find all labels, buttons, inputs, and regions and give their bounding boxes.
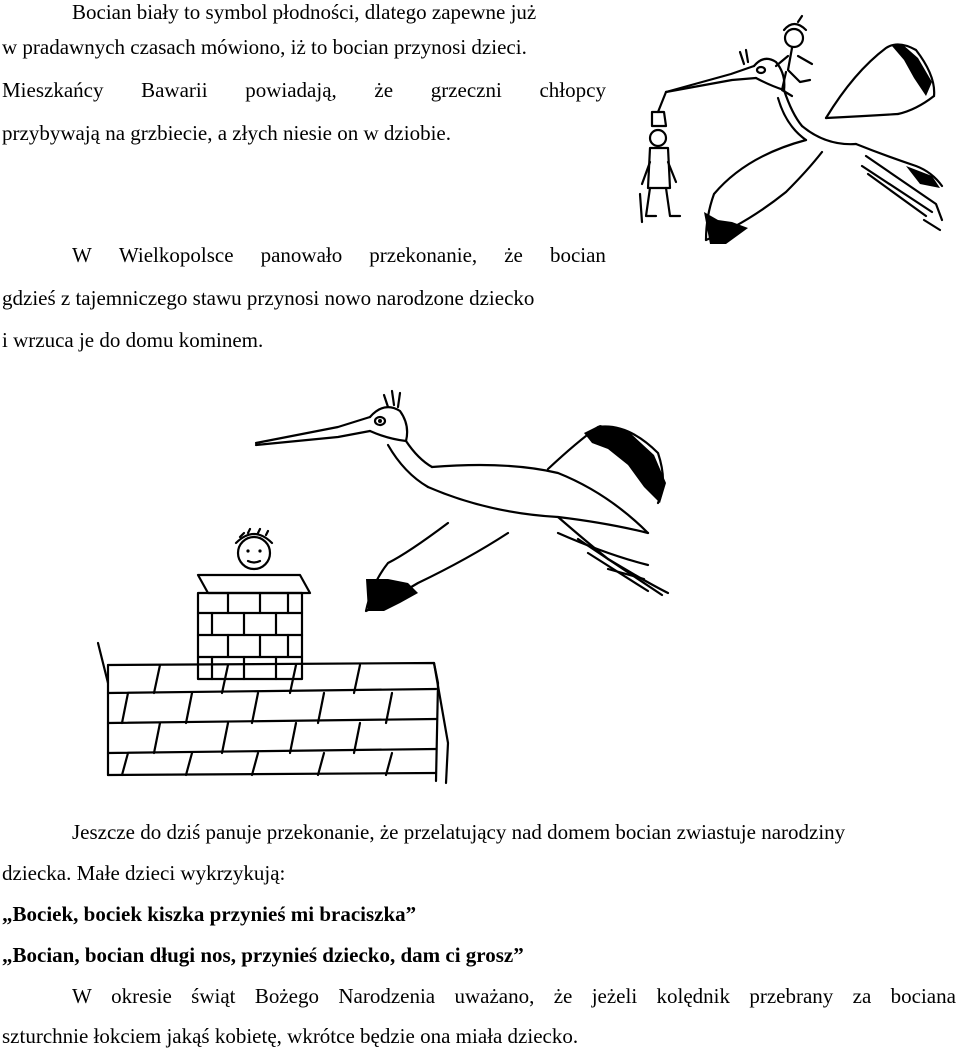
rhyme-1: „Bociek, bociek kiszka przynieś mi braciszka” (2, 902, 417, 926)
word: że (374, 78, 394, 102)
word: chłopcy (539, 78, 606, 102)
word: Bożego (254, 984, 319, 1008)
word: świąt (191, 984, 236, 1008)
word: panowało (260, 243, 343, 267)
paragraph3-line2: dziecka. Małe dzieci wykrzykują: (2, 861, 286, 885)
stork-carrying-children-illustration (636, 16, 946, 252)
word: bocian (549, 243, 606, 267)
word: przekonanie, (369, 243, 478, 267)
word: że (553, 984, 573, 1008)
word: Bawarii (141, 78, 208, 102)
word: okresie (111, 984, 172, 1008)
paragraph3-line1: Jeszcze do dziś panuje przekonanie, że przelatujący nad domem bocian zwiastuje narodziny (72, 820, 846, 844)
word: Wielkopolsce (118, 243, 234, 267)
word: że (504, 243, 523, 267)
word: przebrany (749, 984, 834, 1008)
paragraph2-line1 (72, 241, 606, 269)
word: grzeczni (430, 78, 502, 102)
word: bociana (890, 984, 956, 1008)
word: kolędnik (656, 984, 731, 1008)
stork-over-chimney-illustration (88, 383, 678, 803)
word: W (72, 243, 92, 267)
word: jeżeli (591, 984, 638, 1008)
paragraph1-line2: w pradawnych czasach mówiono, iż to bocian przynosi dzieci. (2, 35, 527, 59)
word: za (852, 984, 872, 1008)
rhyme-2: „Bocian, bocian długi nos, przynieś dziecko, dam ci grosz” (2, 943, 524, 967)
word: Narodzenia (338, 984, 436, 1008)
word: W (72, 984, 92, 1008)
paragraph4-line2: szturchnie łokciem jakąś kobietę, wkrótce będzie ona miała dziecko. (2, 1024, 579, 1048)
word: powiadają, (245, 78, 337, 102)
paragraph2-line3: i wrzuca je do domu kominem. (2, 328, 264, 352)
paragraph2-line2: gdzieś z tajemniczego stawu przynosi nowo narodzone dziecko (2, 286, 535, 310)
word: Mieszkańcy (2, 78, 104, 102)
paragraph4-line1 (72, 982, 956, 1010)
paragraph1-line3 (2, 76, 606, 104)
paragraph1-line4: przybywają na grzbiecie, a złych niesie on w dziobie. (2, 121, 451, 145)
paragraph1-line1: Bocian biały to symbol płodności, dlatego zapewne już (72, 0, 537, 24)
word: uważano, (454, 984, 535, 1008)
